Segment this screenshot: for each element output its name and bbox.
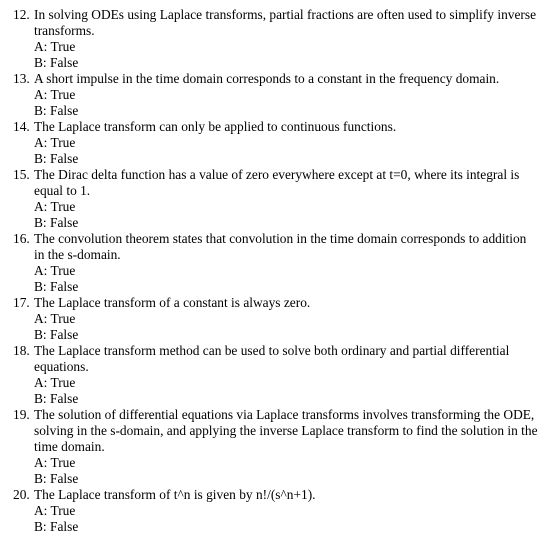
question-text: The Dirac delta function has a value of zero everywhere except at t=0, where its integral is equal to 1. [34,167,520,198]
option-a: A: True [34,375,76,390]
question-body [34,167,538,231]
option-a: A: True [34,263,76,278]
question-number: 18. [13,343,30,358]
question-12 [13,7,538,71]
option-b: B: False [34,327,79,342]
option-b: B: False [34,471,79,486]
question-number: 19. [13,407,30,422]
option-b: B: False [34,55,79,70]
question-number: 13. [13,71,30,86]
question-number: 15. [13,167,30,182]
question-body [34,231,538,295]
option-a: A: True [34,455,76,470]
question-number: 20. [13,487,30,502]
option-a: A: True [34,39,76,54]
option-a: A: True [34,87,76,102]
question-18 [13,343,538,407]
question-text: The convolution theorem states that convolution in the time domain corresponds to addition in the s-domain. [34,231,527,262]
question-14 [13,119,538,167]
option-b: B: False [34,519,79,534]
question-17 [13,295,538,343]
option-b: B: False [34,279,79,294]
question-body [34,7,538,71]
question-text: The Laplace transform can only be applied to continuous functions. [34,119,397,134]
question-body [34,343,538,407]
question-text: The Laplace transform of t^n is given by n!/(s^n+1). [34,487,316,502]
question-text: A short impulse in the time domain corresponds to a constant in the frequency domain. [34,71,500,86]
question-16 [13,231,538,295]
question-text: In solving ODEs using Laplace transforms, partial fractions are often used to simplify inverse transforms. [34,7,537,38]
question-15 [13,167,538,231]
question-number: 17. [13,295,30,310]
question-text: The Laplace transform of a constant is always zero. [34,295,311,310]
question-number: 16. [13,231,30,246]
question-body [34,119,538,167]
question-text: The Laplace transform method can be used to solve both ordinary and partial differential equations. [34,343,510,374]
question-body [34,407,538,487]
question-body [34,295,538,343]
question-number: 12. [13,7,30,22]
question-number: 14. [13,119,30,134]
option-a: A: True [34,135,76,150]
option-a: A: True [34,503,76,518]
option-b: B: False [34,151,79,166]
option-a: A: True [34,311,76,326]
question-text: The solution of differential equations via Laplace transforms involves transforming the ODE, solving in the s-domain, and applying the inverse Laplace transform to find the solution in the time domain. [34,407,538,454]
question-20 [13,487,538,535]
question-body [34,487,538,535]
option-b: B: False [34,103,79,118]
question-19 [13,407,538,487]
question-body [34,71,538,119]
option-a: A: True [34,199,76,214]
option-b: B: False [34,391,79,406]
question-13 [13,71,538,119]
option-b: B: False [34,215,79,230]
